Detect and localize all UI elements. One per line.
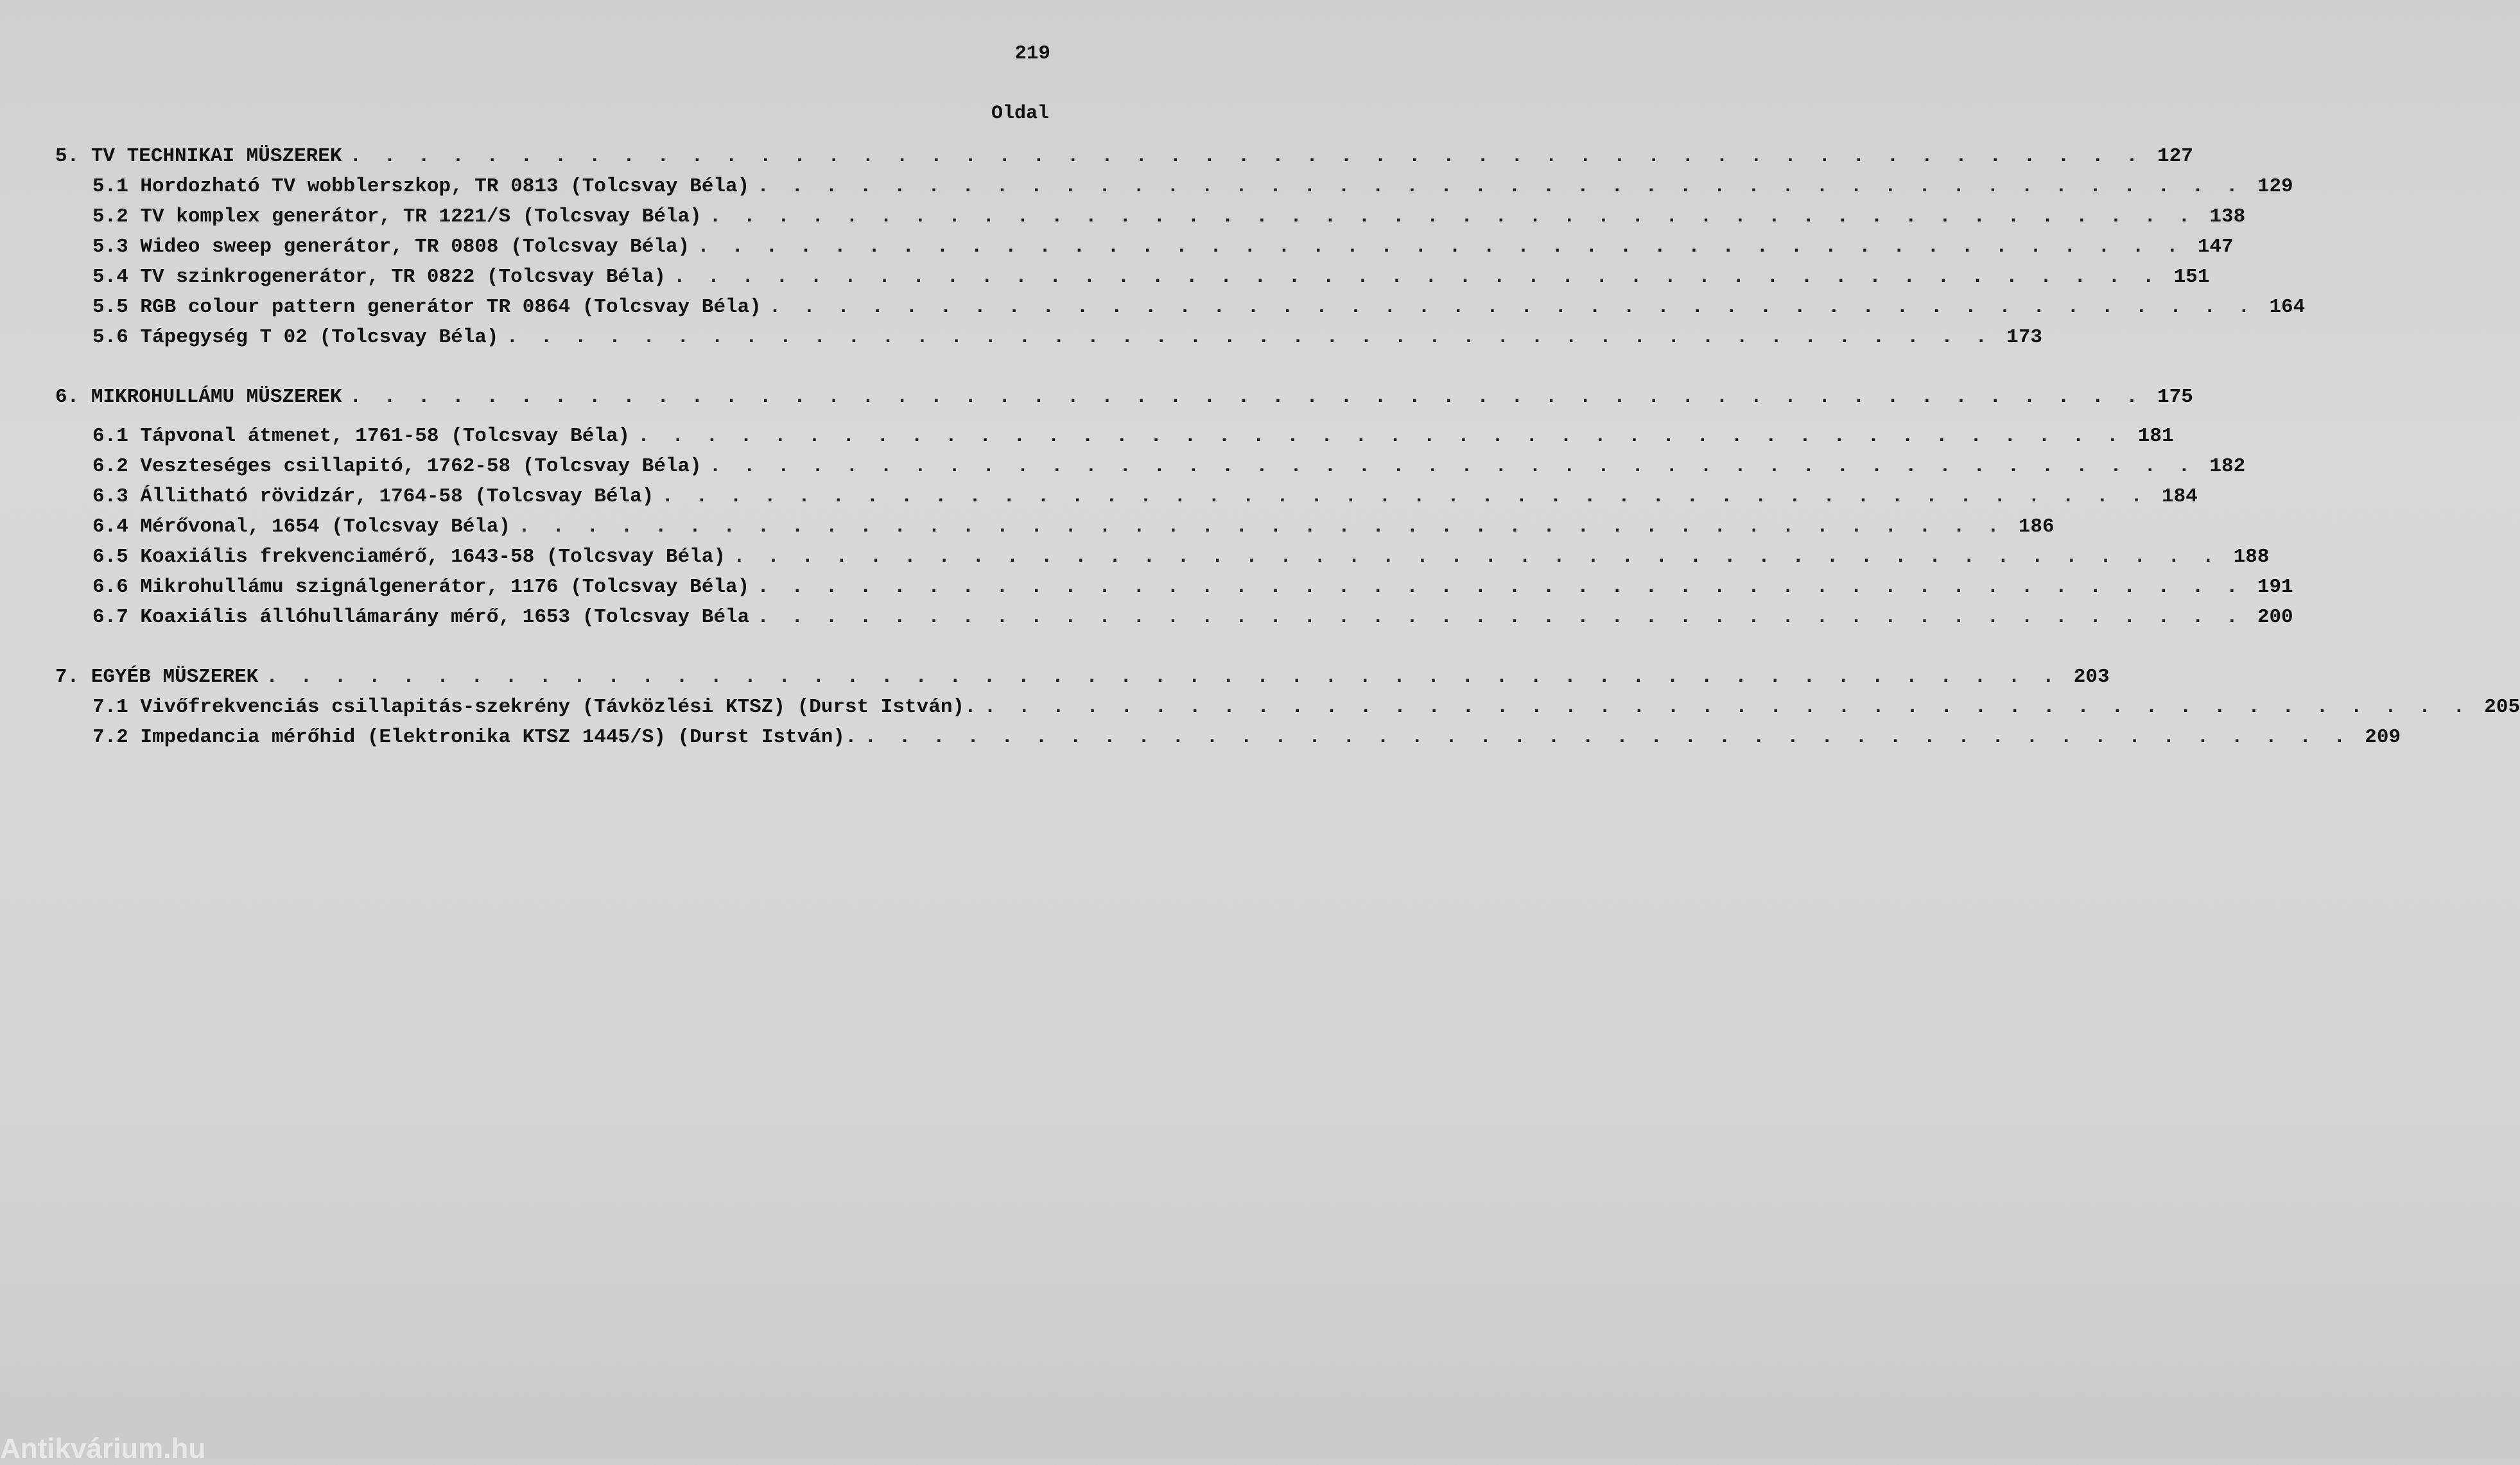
toc-item-6-4: [55, 512, 2055, 542]
section-title: MIKROHULLÁMU MÜSZEREK: [91, 386, 342, 408]
item-page: 200: [2257, 606, 2293, 628]
item-page: 209: [2365, 726, 2401, 749]
toc-item-5-6: [55, 322, 2042, 352]
item-title: RGB colour pattern generátor TR 0864 (Tolcsvay Béla): [140, 296, 761, 318]
item-number: 7.1: [92, 696, 128, 718]
item-page: 129: [2257, 175, 2293, 198]
item-title: Veszteséges csillapitó, 1762-58 (Tolcsvay Béla): [140, 455, 702, 478]
leader-dots: . . . . . . . . . . . . . . . . . . . . . . . . . . . . . . . . . . . . . . . . . . . .: [673, 266, 2160, 288]
item-number: 6.4: [92, 516, 128, 538]
item-page: 173: [2006, 326, 2042, 349]
leader-dots: . . . . . . . . . . . . . . . . . . . . . . . . . . . . . . . . . . . . . . . . . . . .: [661, 485, 2148, 508]
toc-item-6-7: [55, 602, 2293, 632]
table-of-contents: [55, 141, 2520, 752]
toc-item-6-6: [55, 572, 2293, 602]
leader-dots: . . . . . . . . . . . . . . . . . . . . . . . . . . . . . . . . . . . . . . . . . . . .: [864, 726, 2351, 749]
section-title: TV TECHNIKAI MÜSZEREK: [91, 145, 342, 168]
leader-dots: . . . . . . . . . . . . . . . . . . . . . . . . . . . . . . . . . . . . . . . . . . . .: [518, 516, 2004, 538]
leader-dots: . . . . . . . . . . . . . . . . . . . . . . . . . . . . . . . . . . . . . . . . . . . .: [697, 236, 2184, 258]
toc-section-6: [55, 382, 2193, 412]
watermark: Antikvárium.hu: [0, 1433, 206, 1464]
item-title: Koaxiális állóhullámarány mérő, 1653 (Tolcsvay Béla: [140, 606, 750, 628]
item-page: 138: [2209, 205, 2246, 228]
leader-dots: . . . . . . . . . . . . . . . . . . . . . . . . . . . . . . . . . . . . . . . . . . . . . . . . . . . . .: [349, 386, 2143, 408]
item-number: 6.1: [92, 425, 128, 447]
item-page: 181: [2137, 425, 2174, 447]
item-title: Mikrohullámu szignálgenerátor, 1176 (Tolcsvay Béla): [140, 576, 750, 598]
column-header-oldal: Oldal: [991, 103, 1049, 125]
section-title: EGYÉB MÜSZEREK: [91, 666, 259, 688]
section-page: 127: [2157, 145, 2193, 168]
item-title: Impedancia mérőhid (Elektronika KTSZ 1445/S) (Durst István).: [140, 726, 857, 749]
item-number: 5.6: [92, 326, 128, 349]
item-page: 182: [2209, 455, 2246, 478]
leader-dots: . . . . . . . . . . . . . . . . . . . . . . . . . . . . . . . . . . . . . . . . . . . .: [506, 326, 1992, 349]
item-title: Hordozható TV wobblerszkop, TR 0813 (Tolcsvay Béla): [140, 175, 750, 198]
leader-dots: . . . . . . . . . . . . . . . . . . . . . . . . . . . . . . . . . . . . . . . . . . . .: [757, 606, 2243, 628]
item-number: 7.2: [92, 726, 128, 749]
section-number: 5.: [55, 145, 80, 168]
item-number: 5.3: [92, 236, 128, 258]
toc-item-5-5: [55, 292, 2306, 322]
toc-item-7-1: [55, 692, 2520, 722]
toc-section-5: [55, 141, 2193, 171]
item-page: 186: [2018, 516, 2055, 538]
item-number: 5.2: [92, 205, 128, 228]
leader-dots: . . . . . . . . . . . . . . . . . . . . . . . . . . . . . . . . . . . . . . . . . . . .: [984, 696, 2471, 718]
item-title: Állitható rövidzár, 1764-58 (Tolcsvay Béla): [140, 485, 654, 508]
section-number: 7.: [55, 666, 80, 688]
leader-dots: . . . . . . . . . . . . . . . . . . . . . . . . . . . . . . . . . . . . . . . . . . . .: [733, 546, 2220, 568]
item-page: 205: [2484, 696, 2520, 718]
item-title: Mérővonal, 1654 (Tolcsvay Béla): [140, 516, 511, 538]
item-number: 5.5: [92, 296, 128, 318]
leader-dots: . . . . . . . . . . . . . . . . . . . . . . . . . . . . . . . . . . . . . . . . . . . .: [757, 175, 2243, 198]
toc-item-6-2: [55, 451, 2246, 481]
item-page: 191: [2257, 576, 2293, 598]
leader-dots: . . . . . . . . . . . . . . . . . . . . . . . . . . . . . . . . . . . . . . . . . . . . . . . . . . . . .: [349, 145, 2143, 168]
leader-dots: . . . . . . . . . . . . . . . . . . . . . . . . . . . . . . . . . . . . . . . . . . . .: [757, 576, 2243, 598]
item-number: 5.4: [92, 266, 128, 288]
leader-dots: . . . . . . . . . . . . . . . . . . . . . . . . . . . . . . . . . . . . . . . . . . . .: [709, 205, 2196, 228]
item-page: 151: [2173, 266, 2210, 288]
item-number: 6.7: [92, 606, 128, 628]
item-title: TV komplex generátor, TR 1221/S (Tolcsvay Béla): [140, 205, 702, 228]
item-page: 188: [2233, 546, 2270, 568]
toc-item-5-3: [55, 232, 2234, 262]
item-number: 6.2: [92, 455, 128, 478]
item-number: 5.1: [92, 175, 128, 198]
item-page: 184: [2162, 485, 2198, 508]
toc-section-7: [55, 662, 2110, 692]
toc-item-5-1: [55, 171, 2293, 202]
toc-item-5-2: [55, 202, 2246, 232]
item-title: Koaxiális frekvenciamérő, 1643-58 (Tolcsvay Béla): [140, 546, 726, 568]
item-page: 147: [2197, 236, 2234, 258]
item-title: Tápegység T 02 (Tolcsvay Béla): [140, 326, 499, 349]
item-number: 6.5: [92, 546, 128, 568]
section-page: 175: [2157, 386, 2193, 408]
toc-item-6-5: [55, 542, 2270, 572]
item-number: 6.3: [92, 485, 128, 508]
leader-dots: . . . . . . . . . . . . . . . . . . . . . . . . . . . . . . . . . . . . . . . . . . . .: [769, 296, 2255, 318]
item-title: TV szinkrogenerátor, TR 0822 (Tolcsvay Béla): [140, 266, 666, 288]
item-title: Tápvonal átmenet, 1761-58 (Tolcsvay Béla): [140, 425, 630, 447]
item-number: 6.6: [92, 576, 128, 598]
toc-item-7-2: [55, 722, 2401, 752]
section-page: 203: [2073, 666, 2110, 688]
toc-item-6-3: [55, 481, 2198, 512]
item-title: Vivőfrekvenciás csillapitás-szekrény (Távközlési KTSZ) (Durst István).: [140, 696, 977, 718]
section-number: 6.: [55, 386, 80, 408]
page-number: 219: [1014, 42, 1050, 65]
leader-dots: . . . . . . . . . . . . . . . . . . . . . . . . . . . . . . . . . . . . . . . . . . . .: [709, 455, 2196, 478]
toc-item-5-4: [55, 262, 2210, 292]
leader-dots: . . . . . . . . . . . . . . . . . . . . . . . . . . . . . . . . . . . . . . . . . . . . . . . . . . . . .: [266, 666, 2060, 688]
item-title: Wideo sweep generátor, TR 0808 (Tolcsvay Béla): [140, 236, 690, 258]
leader-dots: . . . . . . . . . . . . . . . . . . . . . . . . . . . . . . . . . . . . . . . . . . . .: [638, 425, 2124, 447]
toc-item-6-1: [55, 421, 2174, 451]
item-page: 164: [2269, 296, 2306, 318]
